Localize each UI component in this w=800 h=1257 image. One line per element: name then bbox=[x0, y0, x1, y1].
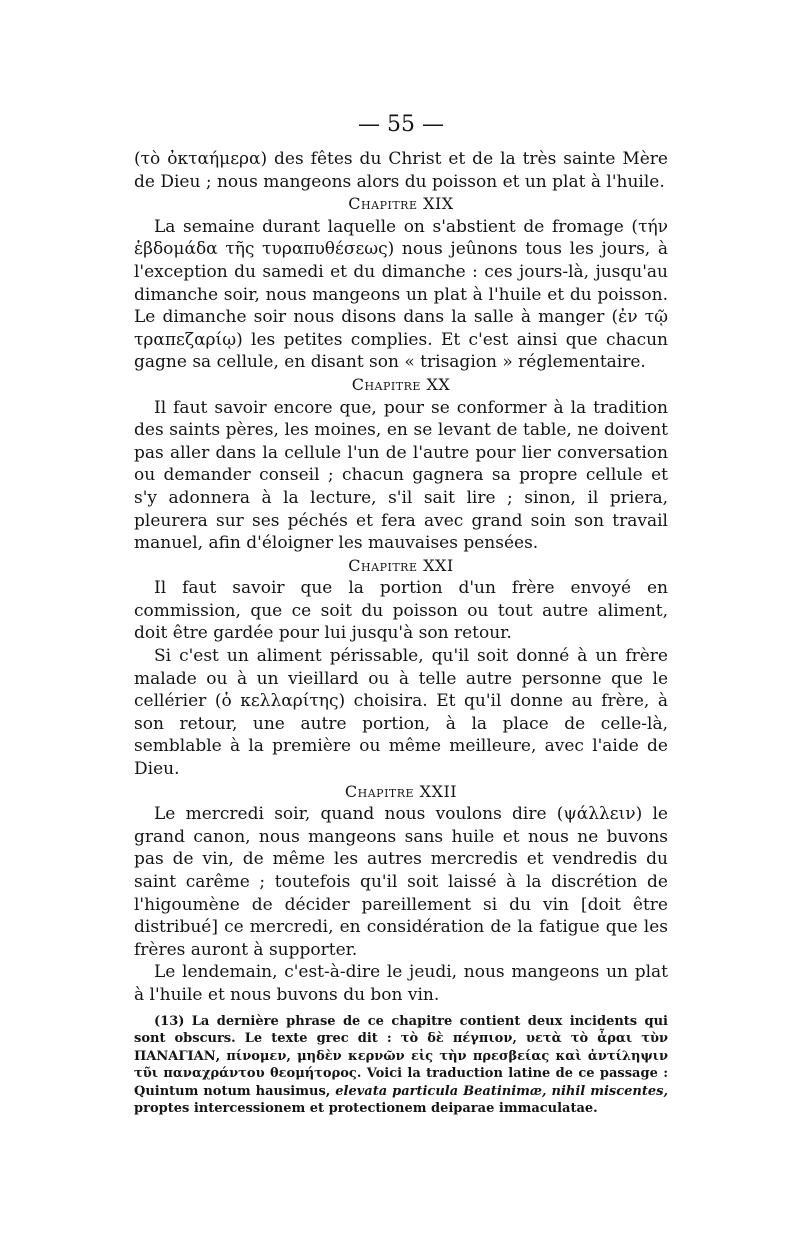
footnote-tail: proptes intercessionem et protectionem deiparae immaculatae. bbox=[134, 1101, 598, 1117]
chapter-22-paragraph-2: Le lendemain, c'est-à-dire le jeudi, nous mangeons un plat à l'huile et nous buvons du bon vin. bbox=[134, 962, 668, 1005]
chapter-heading-21 bbox=[134, 555, 668, 578]
chapter-22-paragraph-1: Le mercredi soir, quand nous voulons dire (ψάλλειν) le grand canon, nous mangeons sans huile et nous ne buvons pas de vin, de même les autres mercredis et vendredis du saint carême ; toutefois qu'il soit laissé à la discrétion de l'higoumène de décider pareillement si du vin [doit être distribué] ce mercredi, en considération de la fatigue que les frères auront à supporter. bbox=[134, 804, 668, 960]
chapter-20-paragraph-1: Il faut savoir encore que, pour se conformer à la tradition des saints pères, les moines, en se levant de table, ne doivent pas aller dans la cellule l'un de l'autre pour lier conversation ou demander conseil ; chacun gagnera sa propre cellule et s'y adonnera à la lecture, s'il sait lire ; sinon, il priera, pleurera sur ses péchés et fera avec grand soin son travail manuel, afin d'éloigner les mauvaises pensées. bbox=[134, 397, 668, 554]
footnote bbox=[134, 1013, 668, 1118]
chapter-21-paragraph-2: Si c'est un aliment périssable, qu'il soit donné à un frère malade ou à un vieillard ou à telle autre personne que le cellérier (ὁ κελλαρίτης) choisira. Et qu'il donne au frère, à son retour, une autre portion, à la place de celle-là, semblable à la première ou même meilleure, avec l'aide de Dieu. bbox=[134, 646, 668, 780]
chapter-numeral: XXI bbox=[423, 555, 454, 575]
intro-paragraph: (τὸ ὀκταήμερα) des fêtes du Christ et de la très sainte Mère de Dieu ; nous mangeons alors du poisson et un plat à l'huile. bbox=[134, 149, 668, 192]
chapter-label: Chapitre bbox=[344, 781, 415, 801]
chapter-21-paragraph-1: Il faut savoir que la portion d'un frère envoyé en commission, que ce soit du poisson ou tout autre aliment, doit être gardée pour lui jusqu'à son retour. bbox=[134, 578, 668, 644]
footnote-lead: (13) La dernière phrase de ce chapitre contient deux incidents qui sont obscurs. Le texte grec dit : τὸ δὲ πέγπιον, υετὰ τὸ ἆραι τὺν ΠΑΝΑΓΙΑΝ, πίνομεν, μηδὲν κερνῶν εἰς τὴν πρεσβείας καὶ ἀντίληψιν τῦι παναχράντου θεομήτορος. Voici la traduction latine de ce passage : Quintum notum hausimus, bbox=[134, 1013, 668, 1099]
page-number: — 55 — bbox=[358, 112, 444, 137]
chapter-label: Chapitre bbox=[351, 374, 421, 394]
chapter-label: Chapitre bbox=[348, 555, 418, 575]
chapter-numeral: XXII bbox=[419, 781, 458, 801]
chapter-heading-20 bbox=[134, 374, 668, 397]
chapter-numeral: XX bbox=[426, 374, 451, 394]
chapter-heading-19 bbox=[134, 193, 668, 216]
chapter-numeral: XIX bbox=[423, 194, 454, 214]
chapter-heading-22 bbox=[134, 781, 668, 804]
chapter-label: Chapitre bbox=[348, 194, 418, 214]
footnote-italic: elevata particula Beatinimæ, nihil miscentes, bbox=[335, 1083, 668, 1099]
chapter-19-paragraph-1: La semaine durant laquelle on s'abstient de fromage (τήν ἑβδομάδα τῆς τυραπυθέσεως) nous jeûnons tous les jours, à l'exception du samedi et du dimanche : ces jours-là, jusqu'au dimanche soir, nous mangeons un plat à l'huile et du poisson. Le dimanche soir nous disons dans la salle à manger (ἐν τῷ τραπεζαρίῳ) les petites complies. Et c'est ainsi que chacun gagne sa cellule, en disant son « trisagion » réglementaire. bbox=[134, 216, 668, 373]
page bbox=[134, 112, 668, 1131]
